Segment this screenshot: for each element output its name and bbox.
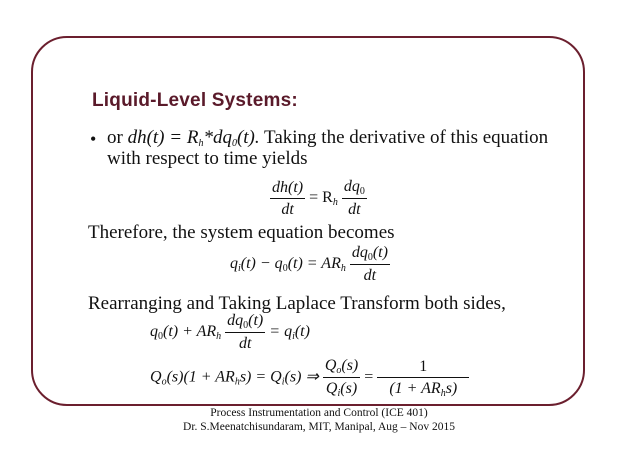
footer-author: Dr. S.Meenatchisundaram, MIT, Manipal, Aug – Nov 2015 — [183, 421, 455, 433]
equation-3: $q_0(t) + AR_h$ $\frac{dq_0(t)}{dt}$ = $q_i(t)$ — [150, 312, 310, 352]
equation-1: $\frac{dh(t)}{dt}$ = $R_h$ $\frac{dq_0}{dt}$ — [272, 178, 365, 218]
therefore-line: Therefore, the system equation becomes — [88, 222, 395, 243]
bullet-line-2: with respect to time yields — [107, 148, 308, 169]
bullet-line-1: or $dh(t) = R_h*dq_0(t)$. Taking the derivative of this equation — [107, 127, 549, 149]
slide-title: Liquid-Level Systems: — [92, 90, 298, 111]
rearranging-line: Rearranging and Taking Laplace Transform both sides, — [88, 293, 506, 314]
bullet-marker: • — [90, 129, 97, 149]
equation-2: $q_i(t) - q_0(t) = AR_h$ $\frac{dq_0(t)}{dt}$ — [230, 244, 388, 284]
equation-4: $Q_o(s)(1 + AR_hs) = Q_i(s)$ ⇒ $\frac{Q_o(s)}{Q_i(s)}$ = $\frac{1}{(1 + AR_hs)}$ — [150, 357, 469, 399]
footer-course: Process Instrumentation and Control (ICE 401) — [210, 407, 428, 419]
